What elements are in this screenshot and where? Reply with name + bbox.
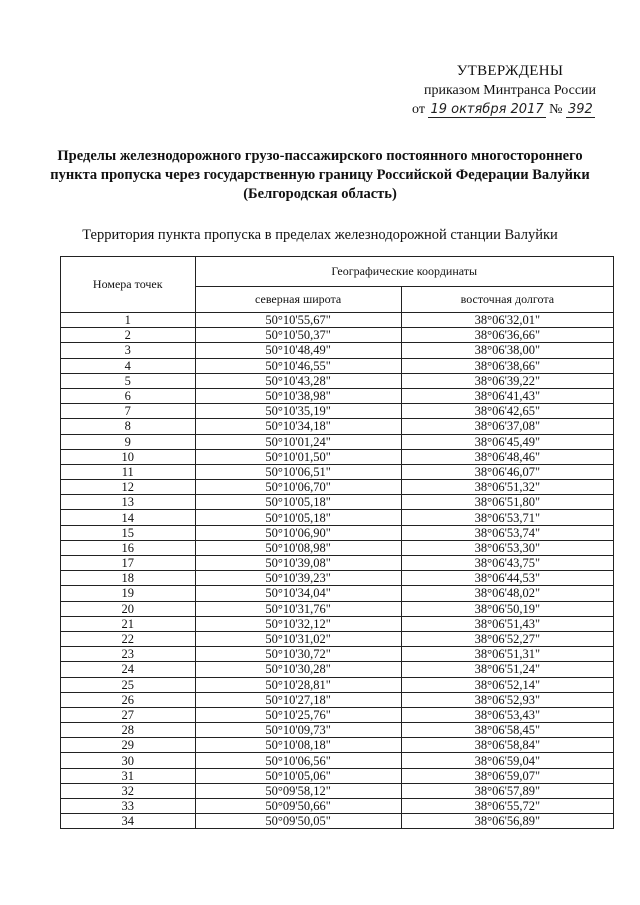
latitude-cell: 50°10'08,98" <box>195 540 401 555</box>
longitude-cell: 38°06'51,32" <box>401 480 613 495</box>
table-row <box>61 677 614 692</box>
table-row <box>61 419 614 434</box>
table-row <box>61 404 614 419</box>
latitude-cell: 50°10'55,67" <box>195 313 401 328</box>
table-row <box>61 647 614 662</box>
longitude-cell: 38°06'59,04" <box>401 753 613 768</box>
approval-block <box>410 62 610 119</box>
latitude-cell: 50°10'39,23" <box>195 571 401 586</box>
latitude-cell: 50°10'05,06" <box>195 768 401 783</box>
point-number-cell: 11 <box>61 464 196 479</box>
longitude-cell: 38°06'53,74" <box>401 525 613 540</box>
latitude-cell: 50°10'06,51" <box>195 464 401 479</box>
table-row <box>61 510 614 525</box>
latitude-cell: 50°10'39,08" <box>195 556 401 571</box>
latitude-cell: 50°10'27,18" <box>195 692 401 707</box>
table-row <box>61 753 614 768</box>
point-number-cell: 1 <box>61 313 196 328</box>
point-number-cell: 2 <box>61 328 196 343</box>
latitude-cell: 50°10'46,55" <box>195 358 401 373</box>
point-number-cell: 33 <box>61 799 196 814</box>
table-row <box>61 434 614 449</box>
point-number-cell: 19 <box>61 586 196 601</box>
longitude-cell: 38°06'48,02" <box>401 586 613 601</box>
longitude-cell: 38°06'56,89" <box>401 814 613 829</box>
latitude-cell: 50°10'34,04" <box>195 586 401 601</box>
point-number-cell: 31 <box>61 768 196 783</box>
table-row <box>61 723 614 738</box>
latitude-cell: 50°10'08,18" <box>195 738 401 753</box>
latitude-cell: 50°09'58,12" <box>195 783 401 798</box>
longitude-cell: 38°06'44,53" <box>401 571 613 586</box>
point-number-cell: 28 <box>61 723 196 738</box>
latitude-cell: 50°10'38,98" <box>195 388 401 403</box>
longitude-cell: 38°06'42,65" <box>401 404 613 419</box>
approval-title: УТВЕРЖДЕНЫ <box>456 63 564 79</box>
table-row <box>61 814 614 829</box>
longitude-cell: 38°06'51,80" <box>401 495 613 510</box>
column-header-geo: Географические координаты <box>195 257 614 287</box>
table-row <box>61 480 614 495</box>
table-row <box>61 783 614 798</box>
latitude-cell: 50°10'43,28" <box>195 373 401 388</box>
table-row <box>61 343 614 358</box>
approval-date-prefix: от <box>412 102 425 117</box>
table-row <box>61 495 614 510</box>
latitude-cell: 50°10'05,18" <box>195 495 401 510</box>
document-subheading: Территория пункта пропуска в пределах железнодорожной станции Валуйки <box>82 227 558 243</box>
table-row <box>61 662 614 677</box>
latitude-cell: 50°10'30,28" <box>195 662 401 677</box>
point-number-cell: 17 <box>61 556 196 571</box>
longitude-cell: 38°06'57,89" <box>401 783 613 798</box>
approval-number-sign: № <box>549 102 563 117</box>
longitude-cell: 38°06'32,01" <box>401 313 613 328</box>
longitude-cell: 38°06'53,71" <box>401 510 613 525</box>
point-number-cell: 27 <box>61 707 196 722</box>
longitude-cell: 38°06'52,27" <box>401 631 613 646</box>
latitude-cell: 50°10'28,81" <box>195 677 401 692</box>
latitude-cell: 50°10'34,18" <box>195 419 401 434</box>
point-number-cell: 9 <box>61 434 196 449</box>
document-heading: Пределы железнодорожного грузо-пассажирского постоянного многостороннего пункта пропуска через государственную границу Российской Федерации Валуйки (Белгородская область) <box>50 148 590 202</box>
coordinates-table-body <box>61 313 614 829</box>
longitude-cell: 38°06'58,45" <box>401 723 613 738</box>
latitude-cell: 50°10'06,70" <box>195 480 401 495</box>
point-number-cell: 14 <box>61 510 196 525</box>
point-number-cell: 25 <box>61 677 196 692</box>
table-row <box>61 556 614 571</box>
point-number-cell: 6 <box>61 388 196 403</box>
longitude-cell: 38°06'58,84" <box>401 738 613 753</box>
table-row <box>61 571 614 586</box>
latitude-cell: 50°10'01,50" <box>195 449 401 464</box>
approval-number-handwritten: 392 <box>567 102 593 117</box>
latitude-cell: 50°10'06,90" <box>195 525 401 540</box>
longitude-cell: 38°06'50,19" <box>401 601 613 616</box>
table-row <box>61 449 614 464</box>
point-number-cell: 34 <box>61 814 196 829</box>
longitude-cell: 38°06'53,30" <box>401 540 613 555</box>
longitude-cell: 38°06'46,07" <box>401 464 613 479</box>
point-number-cell: 13 <box>61 495 196 510</box>
longitude-cell: 38°06'48,46" <box>401 449 613 464</box>
longitude-cell: 38°06'38,66" <box>401 358 613 373</box>
point-number-cell: 21 <box>61 616 196 631</box>
latitude-cell: 50°10'01,24" <box>195 434 401 449</box>
point-number-cell: 4 <box>61 358 196 373</box>
longitude-cell: 38°06'36,66" <box>401 328 613 343</box>
longitude-cell: 38°06'51,43" <box>401 616 613 631</box>
longitude-cell: 38°06'51,31" <box>401 647 613 662</box>
point-number-cell: 32 <box>61 783 196 798</box>
table-row <box>61 692 614 707</box>
point-number-cell: 5 <box>61 373 196 388</box>
point-number-cell: 24 <box>61 662 196 677</box>
point-number-cell: 20 <box>61 601 196 616</box>
column-header-longitude: восточная долгота <box>401 287 613 313</box>
point-number-cell: 12 <box>61 480 196 495</box>
table-row <box>61 799 614 814</box>
approval-date-line <box>410 100 610 119</box>
point-number-cell: 10 <box>61 449 196 464</box>
point-number-cell: 8 <box>61 419 196 434</box>
longitude-cell: 38°06'38,00" <box>401 343 613 358</box>
point-number-cell: 7 <box>61 404 196 419</box>
latitude-cell: 50°10'31,02" <box>195 631 401 646</box>
longitude-cell: 38°06'52,93" <box>401 692 613 707</box>
latitude-cell: 50°10'06,56" <box>195 753 401 768</box>
table-row <box>61 540 614 555</box>
longitude-cell: 38°06'51,24" <box>401 662 613 677</box>
table-row <box>61 373 614 388</box>
point-number-cell: 3 <box>61 343 196 358</box>
longitude-cell: 38°06'37,08" <box>401 419 613 434</box>
longitude-cell: 38°06'52,14" <box>401 677 613 692</box>
table-row <box>61 768 614 783</box>
table-row <box>61 601 614 616</box>
table-row <box>61 358 614 373</box>
table-row <box>61 738 614 753</box>
table-row <box>61 525 614 540</box>
point-number-cell: 26 <box>61 692 196 707</box>
latitude-cell: 50°09'50,66" <box>195 799 401 814</box>
table-row <box>61 313 614 328</box>
latitude-cell: 50°10'31,76" <box>195 601 401 616</box>
latitude-cell: 50°10'05,18" <box>195 510 401 525</box>
longitude-cell: 38°06'39,22" <box>401 373 613 388</box>
point-number-cell: 22 <box>61 631 196 646</box>
approval-date-handwritten: 19 октября 2017 <box>430 102 544 117</box>
latitude-cell: 50°10'48,49" <box>195 343 401 358</box>
latitude-cell: 50°10'09,73" <box>195 723 401 738</box>
column-header-latitude: северная широта <box>195 287 401 313</box>
table-row <box>61 707 614 722</box>
longitude-cell: 38°06'55,72" <box>401 799 613 814</box>
point-number-cell: 15 <box>61 525 196 540</box>
latitude-cell: 50°10'25,76" <box>195 707 401 722</box>
latitude-cell: 50°10'35,19" <box>195 404 401 419</box>
table-row <box>61 388 614 403</box>
point-number-cell: 23 <box>61 647 196 662</box>
latitude-cell: 50°09'50,05" <box>195 814 401 829</box>
table-row <box>61 616 614 631</box>
point-number-cell: 16 <box>61 540 196 555</box>
longitude-cell: 38°06'41,43" <box>401 388 613 403</box>
longitude-cell: 38°06'59,07" <box>401 768 613 783</box>
point-number-cell: 30 <box>61 753 196 768</box>
longitude-cell: 38°06'45,49" <box>401 434 613 449</box>
table-row <box>61 464 614 479</box>
longitude-cell: 38°06'43,75" <box>401 556 613 571</box>
approval-order-line: приказом Минтранса России <box>423 83 597 98</box>
point-number-cell: 18 <box>61 571 196 586</box>
point-number-cell: 29 <box>61 738 196 753</box>
table-row <box>61 328 614 343</box>
longitude-cell: 38°06'53,43" <box>401 707 613 722</box>
latitude-cell: 50°10'32,12" <box>195 616 401 631</box>
latitude-cell: 50°10'30,72" <box>195 647 401 662</box>
table-row <box>61 631 614 646</box>
coordinates-table <box>60 256 614 829</box>
column-header-point: Номера точек <box>61 257 196 313</box>
latitude-cell: 50°10'50,37" <box>195 328 401 343</box>
table-row <box>61 586 614 601</box>
